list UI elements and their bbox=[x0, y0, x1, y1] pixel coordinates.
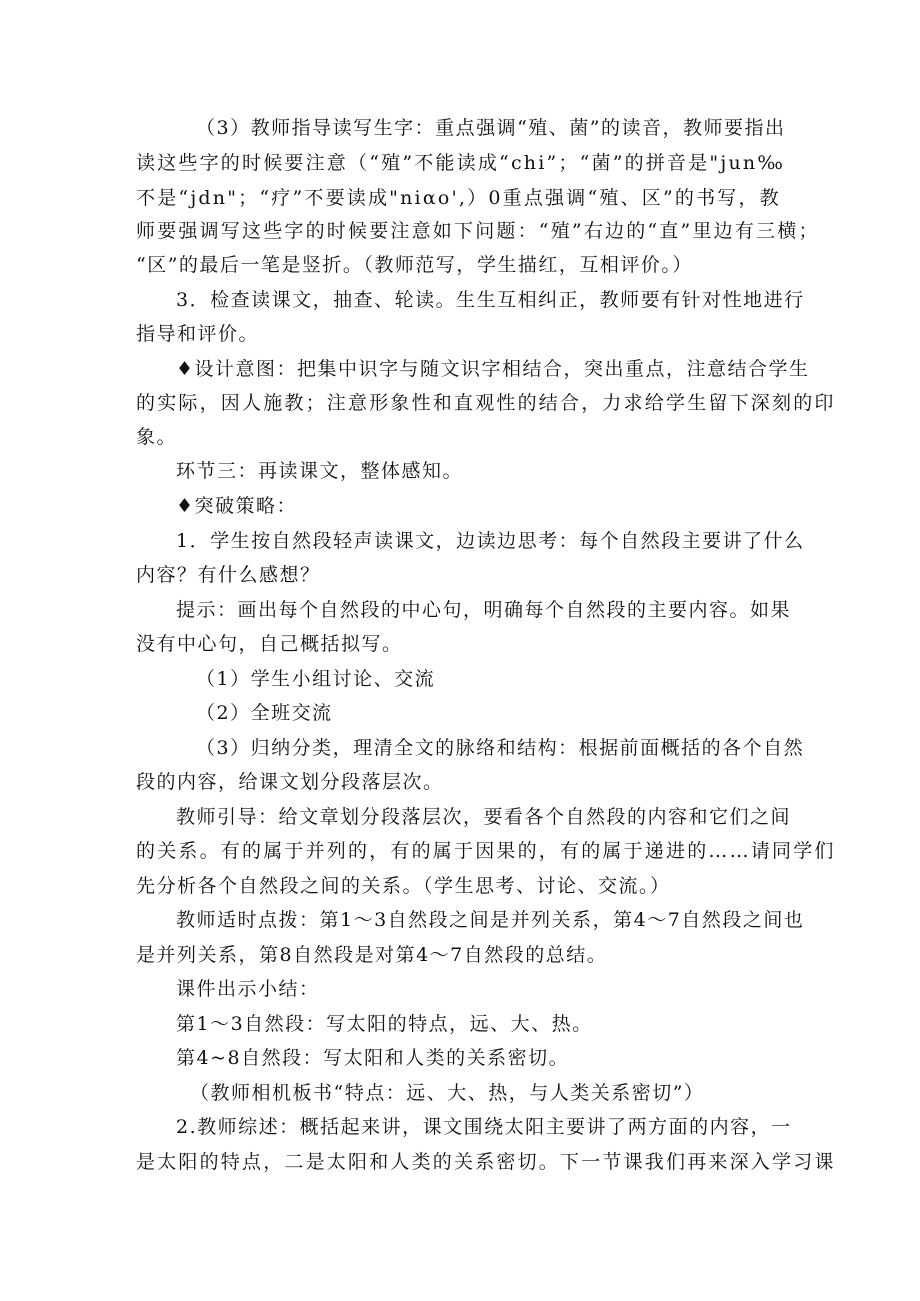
text-line: 读这些字的时候要注意（“殖”不能读成“chi”；“菌”的拼音是"jun‰ bbox=[136, 152, 786, 174]
text-line: 教师适时点拨：第1〜3自然段之间是并列关系，第4〜7自然段之间也 bbox=[176, 909, 805, 931]
text-line: 不是“jdn"；“疗”不要读成"niαo',）0重点强调“殖、区”的书写，教 bbox=[136, 187, 781, 209]
text-line: （3）教师指导读写生字：重点强调“殖、菌”的读音，教师要指出 bbox=[196, 117, 786, 139]
text-line: 段的内容，给课文划分段落层次。 bbox=[136, 771, 444, 793]
text-line: 象。 bbox=[136, 426, 178, 448]
text-line: 是太阳的特点，二是太阳和人类的关系密切。下一节课我们再来深入学习课 bbox=[136, 1151, 836, 1173]
text-line: 的关系。有的属于并列的，有的属于因果的，有的属于递进的……请同学们 bbox=[136, 840, 836, 862]
text-line: 指导和评价。 bbox=[136, 323, 260, 345]
text-line: 提示：画出每个自然段的中心句，明确每个自然段的主要内容。如果 bbox=[176, 599, 792, 621]
text-line: 课件出示小结： bbox=[176, 978, 320, 1000]
text-line: （3）归纳分类，理清全文的脉络和结构：根据前面概括的各个自然 bbox=[196, 737, 805, 759]
text-line: “区”的最后一笔是竖折。（教师范写，学生描红，互相评价。） bbox=[136, 254, 693, 276]
text-line: 师要强调写这些字的时候要注意如下问题：“殖”右边的“直”里边有三横； bbox=[136, 220, 820, 242]
text-line: 教师引导：给文章划分段落层次，要看各个自然段的内容和它们之间 bbox=[176, 806, 792, 828]
text-line: 没有中心句，自己概括拟写。 bbox=[136, 633, 403, 655]
text-line: （教师相机板书“特点：远、大、热，与人类关系密切”） bbox=[190, 1082, 705, 1104]
text-line: 第1〜3自然段：写太阳的特点，远、大、热。 bbox=[176, 1013, 593, 1035]
text-line: （2）全班交流 bbox=[196, 702, 333, 724]
text-line: 先分析各个自然段之间的关系。（学生思考、讨论、交流。） bbox=[136, 875, 671, 897]
text-line: （1）学生小组讨论、交流 bbox=[196, 668, 436, 690]
text-line: 3．检查读课文，抽查、轮读。生生互相纠正，教师要有针对性地进行 bbox=[176, 289, 805, 311]
text-line: 内容？有什么感想？ bbox=[136, 564, 321, 586]
text-line: 的实际，因人施教；注意形象性和直观性的结合，力求给学生留下深刻的印 bbox=[136, 392, 836, 414]
text-line: 环节三：再读课文，整体感知。 bbox=[176, 460, 464, 482]
text-line: 第4~8自然段：写太阳和人类的关系密切。 bbox=[176, 1047, 570, 1069]
text-line: ♦突破策略： bbox=[176, 495, 298, 517]
text-line: ♦设计意图：把集中识字与随文识字相结合，突出重点，注意结合学生 bbox=[176, 358, 810, 380]
text-line: 2.教师综述：概括起来讲，课文围绕太阳主要讲了两方面的内容，一 bbox=[176, 1116, 792, 1138]
text-line: 是并列关系，第8自然段是对第4〜7自然段的总结。 bbox=[136, 944, 608, 966]
text-line: 1．学生按自然段轻声读课文，边读边思考：每个自然段主要讲了什么 bbox=[176, 530, 805, 552]
